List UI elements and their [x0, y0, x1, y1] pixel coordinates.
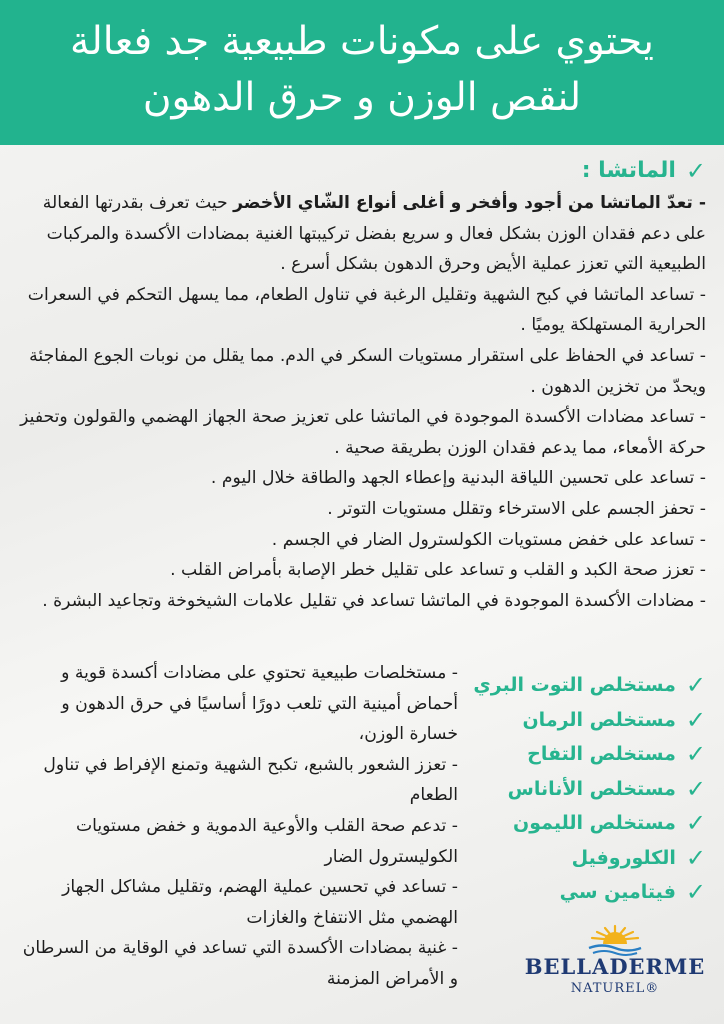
- brand-name: BELLADERME: [524, 954, 706, 979]
- benefit-item: - مستخلصات طبيعية تحتوي على مضادات أكسدة قوية و أحماض أمينية التي تلعب دورًا أساسيًا في حرق الدهون و خسارة الوزن،: [61, 663, 458, 745]
- matcha-point: - مضادات الأكسدة الموجودة في الماتشا تساعد في تقليل علامات الشيخوخة وتجاعيد البشرة .: [42, 590, 706, 611]
- extract-item: [456, 737, 706, 772]
- extract-item: [456, 772, 706, 807]
- matcha-point: - تساعد على خفض مستويات الكولسترول الضار في الجسم .: [271, 529, 706, 550]
- check-icon: ✓: [685, 878, 706, 907]
- matcha-point: - تساعد على تحسين اللياقة البدنية وإعطاء الجهد والطاقة خلال اليوم .: [210, 468, 706, 489]
- check-icon: ✓: [685, 671, 706, 700]
- check-icon: ✓: [685, 740, 706, 769]
- extract-label: مستخلص الأناناس: [507, 777, 676, 800]
- extract-item: [456, 841, 706, 876]
- check-icon: ✓: [685, 705, 706, 734]
- benefit-item: - تعزز الشعور بالشبع، تكبح الشهية وتمنع الإفراط في تناول الطعام: [43, 754, 458, 806]
- brand-subtitle: NATUREL®: [570, 981, 660, 996]
- matcha-intro: [16, 188, 706, 280]
- header-banner: [0, 0, 724, 145]
- matcha-point: - تساعد مضادات الأكسدة الموجودة في الماتشا على تعزيز صحة الجهاز الهضمي والقولون وتحفيز حركة الأمعاء، مما يدعم فقدان الوزن بطريقة صحية .: [20, 407, 706, 458]
- check-icon: ✓: [685, 156, 706, 185]
- bottom-section: [0, 662, 724, 1024]
- matcha-point: - تساعد الماتشا في كبح الشهية وتقليل الرغبة في تناول الطعام، مما يسهل التحكم في السعرات الحرارية المستهلكة يوميًا .: [27, 284, 706, 336]
- extract-label: فيتامين سي: [559, 881, 676, 904]
- check-icon: ✓: [685, 809, 706, 838]
- matcha-description: [16, 188, 706, 616]
- benefit-item: - تساعد في تحسين عملية الهضم، وتقليل مشاكل الجهاز الهضمي مثل الانتفاخ والغازات: [62, 877, 458, 928]
- matcha-intro-rest: حيث تعرف بقدرتها الفعالة على دعم فقدان الوزن بشكل فعال و سريع بفضل تركيبتها الغنية بمضادات الأكسدة والمركبات الطبيعية التي تعزز عملية الأيض وحرق الدهون بشكل أسرع .: [42, 193, 706, 275]
- matcha-point: - تساعد في الحفاظ على استقرار مستويات السكر في الدم. مما يقلل من نوبات الجوع المفاجئة ويحدّ من تخزين الدهون .: [29, 345, 706, 397]
- extract-item: [456, 668, 706, 703]
- extract-label: مستخلص الليمون: [513, 812, 676, 835]
- header-title-line-2: لنقص الوزن و حرق الدهون: [142, 75, 582, 120]
- matcha-title-text: الماتشا :: [581, 158, 676, 183]
- brand-logo: [522, 924, 708, 1014]
- extract-item: [456, 806, 706, 841]
- header-title-line-1: يحتوي على مكونات طبيعية جد فعالة: [70, 19, 654, 64]
- benefit-item: - تدعم صحة القلب والأوعية الدموية و خفض مستويات الكوليسترول الضار: [75, 815, 458, 867]
- extract-item: [456, 703, 706, 738]
- benefits-text: [18, 658, 458, 995]
- extract-label: مستخلص التوت البري: [473, 674, 676, 697]
- extract-label: مستخلص الرمان: [522, 708, 676, 731]
- matcha-point: - تحفز الجسم على الاسترخاء وتقلل مستويات التوتر .: [327, 498, 706, 519]
- matcha-section-title: [582, 158, 706, 183]
- benefit-item: - غنية بمضادات الأكسدة التي تساعد في الوقاية من السرطان و الأمراض المزمنة: [22, 938, 458, 989]
- matcha-point: - تعزز صحة الكبد و القلب و تساعد على تقليل خطر الإصابة بأمراض القلب .: [170, 560, 706, 581]
- extracts-list: [456, 668, 706, 910]
- matcha-intro-bold: - تعدّ الماتشا من أجود وأفخر و أغلى أنواع الشّاي الأخضر: [233, 193, 706, 213]
- check-icon: ✓: [685, 843, 706, 872]
- extract-item: [456, 875, 706, 910]
- extract-label: الكلوروفيل: [571, 846, 676, 869]
- sun-waves-icon: [575, 924, 655, 958]
- extract-label: مستخلص التفاح: [527, 743, 676, 766]
- check-icon: ✓: [685, 774, 706, 803]
